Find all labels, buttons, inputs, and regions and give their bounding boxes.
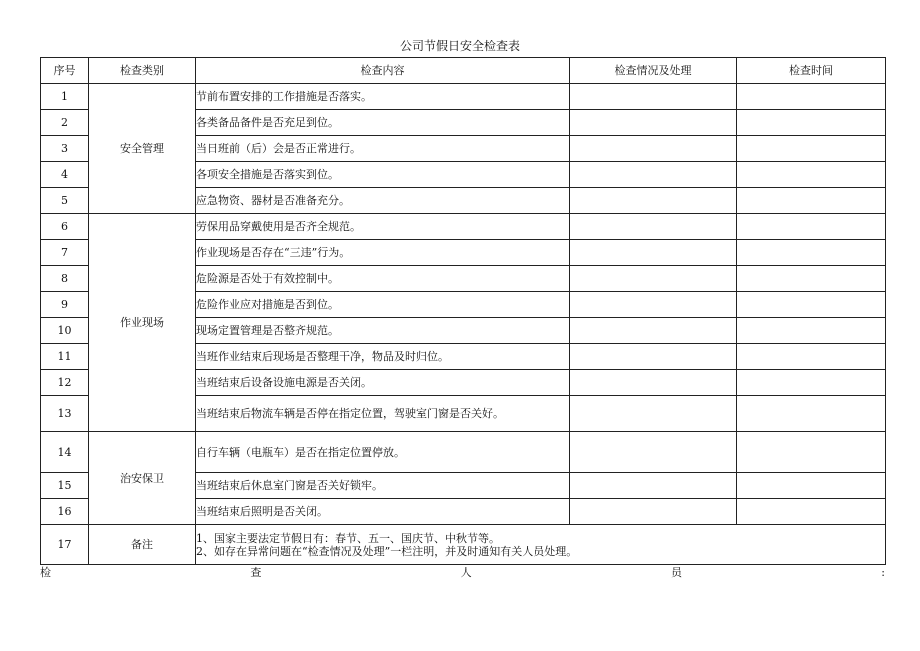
check-item: 各类备品备件是否充足到位。 (196, 110, 570, 136)
row-number: 5 (41, 188, 89, 214)
handling-cell[interactable] (570, 240, 737, 266)
handling-cell[interactable] (570, 162, 737, 188)
handling-cell[interactable] (570, 84, 737, 110)
row-number: 14 (41, 432, 89, 473)
remarks-line-2: 2、如存在异常问题在“检查情况及处理”一栏注明，并及时通知有关人员处理。 (196, 544, 578, 558)
inspector-char-2: 查 (250, 566, 262, 579)
header-time: 检查时间 (737, 58, 886, 84)
category-site: 作业现场 (89, 214, 196, 432)
category-remarks: 备注 (89, 525, 196, 565)
check-item: 应急物资、器材是否准备充分。 (196, 188, 570, 214)
row-number: 9 (41, 292, 89, 318)
inspector-char-1: 检 (40, 566, 51, 579)
time-cell[interactable] (737, 318, 886, 344)
remarks-text (196, 525, 886, 565)
handling-cell[interactable] (570, 292, 737, 318)
check-item: 当班结束后物流车辆是否停在指定位置，驾驶室门窗是否关好。 (196, 396, 570, 432)
handling-cell[interactable] (570, 370, 737, 396)
remarks-row (41, 525, 886, 565)
check-item: 当班结束后休息室门窗是否关好锁牢。 (196, 473, 570, 499)
row-number: 6 (41, 214, 89, 240)
row-number: 12 (41, 370, 89, 396)
time-cell[interactable] (737, 344, 886, 370)
check-item: 作业现场是否存在“三违”行为。 (196, 240, 570, 266)
category-security: 治安保卫 (89, 432, 196, 525)
check-item: 危险作业应对措施是否到位。 (196, 292, 570, 318)
inspection-table (40, 57, 886, 565)
form-title: 公司节假日安全检查表 (399, 39, 520, 53)
check-item: 劳保用品穿戴使用是否齐全规范。 (196, 214, 570, 240)
handling-cell[interactable] (570, 396, 737, 432)
time-cell[interactable] (737, 188, 886, 214)
inspector-signature-line (40, 566, 885, 580)
handling-cell[interactable] (570, 266, 737, 292)
row-number: 17 (41, 525, 89, 565)
time-cell[interactable] (737, 499, 886, 525)
time-cell[interactable] (737, 110, 886, 136)
time-cell[interactable] (737, 266, 886, 292)
row-number: 3 (41, 136, 89, 162)
time-cell[interactable] (737, 240, 886, 266)
row-number: 1 (41, 84, 89, 110)
check-item: 危险源是否处于有效控制中。 (196, 266, 570, 292)
table-row (41, 84, 886, 110)
handling-cell[interactable] (570, 432, 737, 473)
check-item: 当日班前（后）会是否正常进行。 (196, 136, 570, 162)
inspector-char-3: 人 (460, 566, 472, 579)
header-handling: 检查情况及处理 (570, 58, 737, 84)
remarks-line-1: 1、国家主要法定节假日有：春节、五一、国庆节、中秋节等。 (196, 531, 500, 545)
handling-cell[interactable] (570, 318, 737, 344)
handling-cell[interactable] (570, 188, 737, 214)
row-number: 10 (41, 318, 89, 344)
row-number: 7 (41, 240, 89, 266)
inspector-char-4: 员 (670, 566, 682, 579)
category-safety: 安全管理 (89, 84, 196, 214)
time-cell[interactable] (737, 396, 886, 432)
check-item: 各项安全措施是否落实到位。 (196, 162, 570, 188)
time-cell[interactable] (737, 136, 886, 162)
row-number: 8 (41, 266, 89, 292)
row-number: 2 (41, 110, 89, 136)
check-item: 自行车辆（电瓶车）是否在指定位置停放。 (196, 432, 570, 473)
handling-cell[interactable] (570, 110, 737, 136)
row-number: 13 (41, 396, 89, 432)
handling-cell[interactable] (570, 344, 737, 370)
row-number: 4 (41, 162, 89, 188)
check-item: 现场定置管理是否整齐规范。 (196, 318, 570, 344)
table-row (41, 214, 886, 240)
check-item: 节前布置安排的工作措施是否落实。 (196, 84, 570, 110)
check-item: 当班结束后设备设施电源是否关闭。 (196, 370, 570, 396)
header-category: 检查类别 (89, 58, 196, 84)
time-cell[interactable] (737, 162, 886, 188)
time-cell[interactable] (737, 432, 886, 473)
table-header-row (41, 58, 886, 84)
header-no: 序号 (41, 58, 89, 84)
time-cell[interactable] (737, 473, 886, 499)
row-number: 16 (41, 499, 89, 525)
time-cell[interactable] (737, 292, 886, 318)
handling-cell[interactable] (570, 499, 737, 525)
row-number: 15 (41, 473, 89, 499)
time-cell[interactable] (737, 84, 886, 110)
header-content: 检查内容 (196, 58, 570, 84)
row-number: 11 (41, 344, 89, 370)
check-item: 当班结束后照明是否关闭。 (196, 499, 570, 525)
table-row (41, 432, 886, 473)
time-cell[interactable] (737, 370, 886, 396)
handling-cell[interactable] (570, 214, 737, 240)
check-item: 当班作业结束后现场是否整理干净，物品及时归位。 (196, 344, 570, 370)
inspector-colon: : (881, 566, 885, 579)
time-cell[interactable] (737, 214, 886, 240)
handling-cell[interactable] (570, 136, 737, 162)
handling-cell[interactable] (570, 473, 737, 499)
